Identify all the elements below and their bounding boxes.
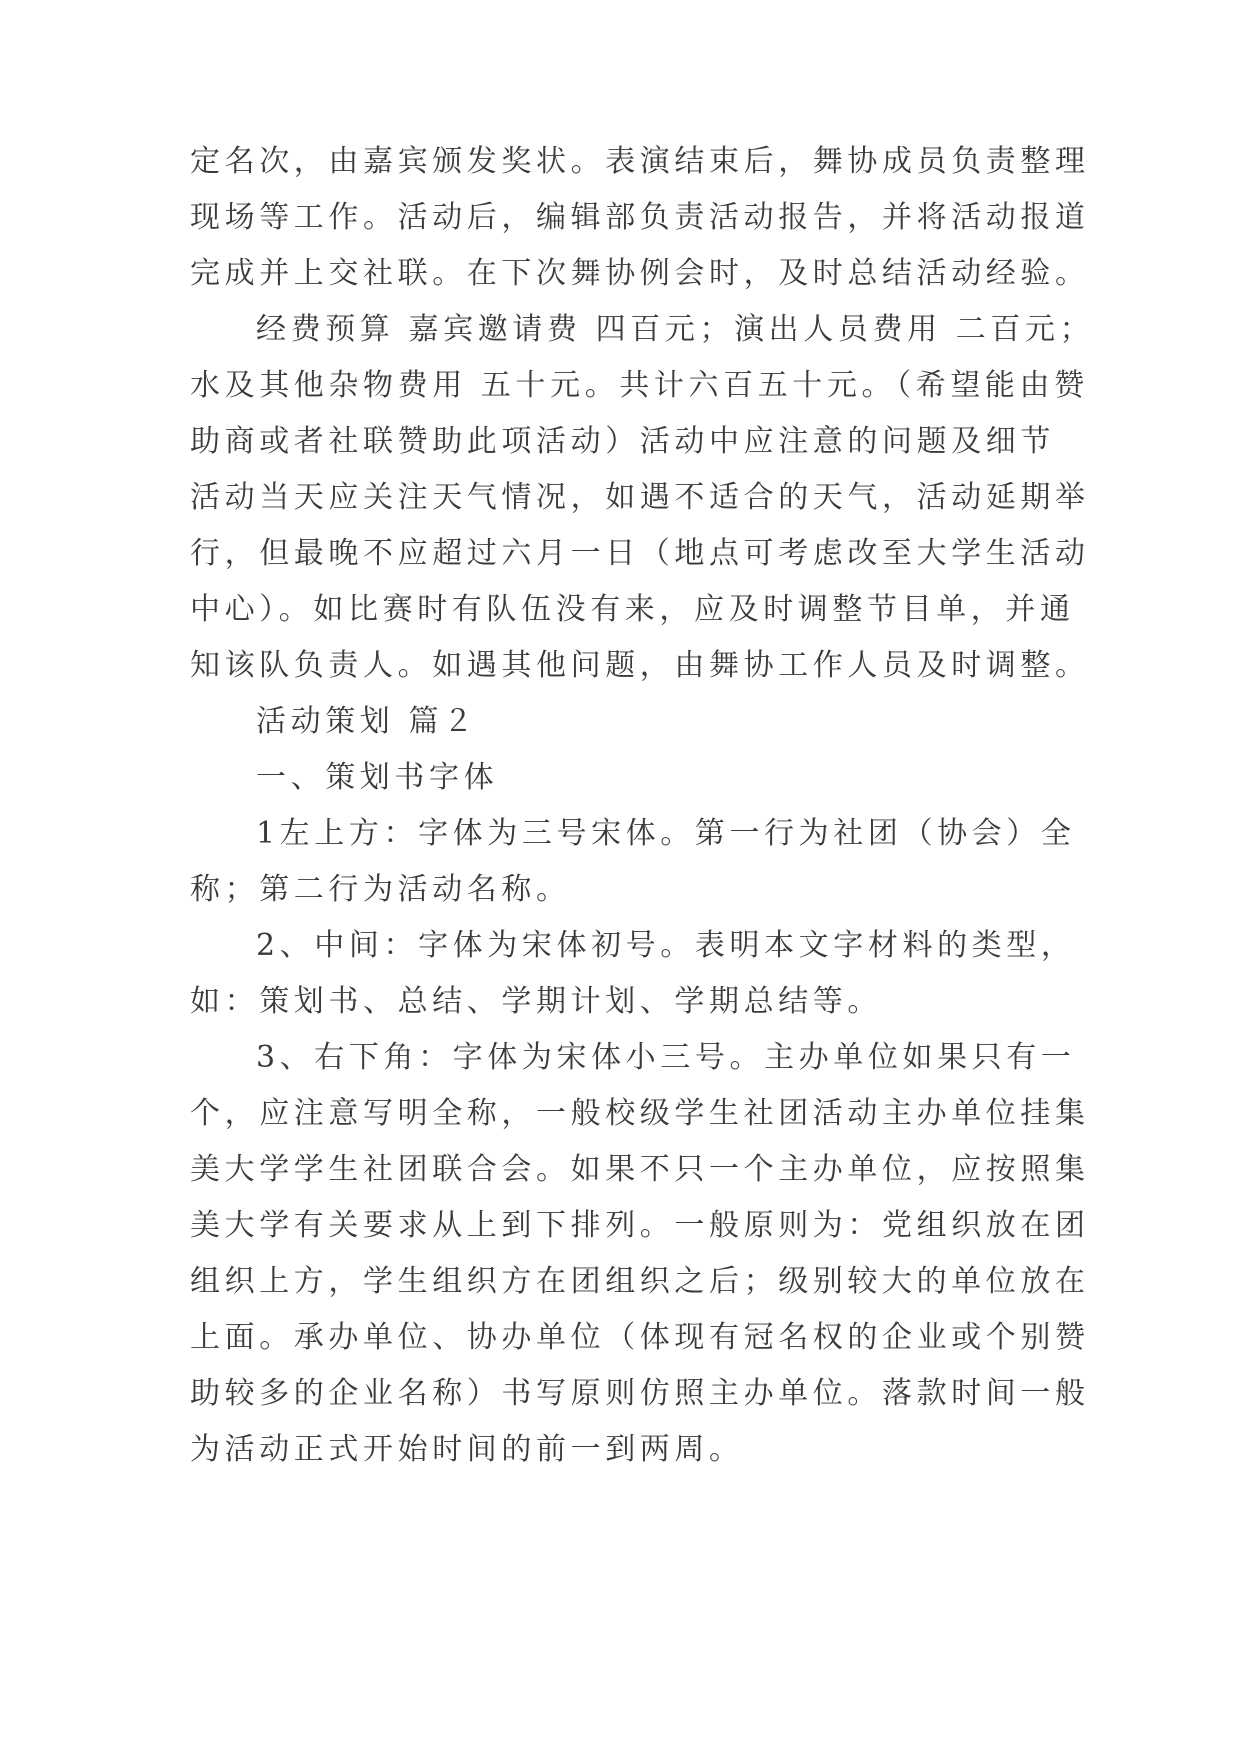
paragraph-budget: 经费预算 嘉宾邀请费 四百元；演出人员费用 二百元； (256, 312, 1095, 347)
text-line: 水及其他杂物费用 五十元。共计六百五十元。（希望能由赞 (190, 368, 1089, 403)
paragraph-item-1: 1左上方：字体为三号宋体。第一行为社团（协会）全 (256, 816, 1076, 851)
document-page (190, 0, 1095, 1754)
text-line: 如：策划书、总结、学期计划、学期总结等。 (190, 984, 882, 1019)
text-line: 定名次，由嘉宾颁发奖状。表演结束后，舞协成员负责整理 (190, 144, 1090, 179)
text-line: 现场等工作。活动后，编辑部负责活动报告，并将活动报道 (190, 200, 1090, 235)
text-line: 个，应注意写明全称，一般校级学生社团活动主办单位挂集 (190, 1096, 1090, 1131)
paragraph-item-2: 2、中间：字体为宋体初号。表明本文字材料的类型， (256, 928, 1076, 963)
text-line: 完成并上交社联。在下次舞协例会时，及时总结活动经验。 (190, 256, 1090, 291)
text-line: 组织上方，学生组织方在团组织之后；级别较大的单位放在 (190, 1264, 1090, 1299)
text-line: 美大学学生社团联合会。如果不只一个主办单位，应按照集 (190, 1152, 1090, 1187)
subsection-heading: 一、策划书字体 (256, 760, 499, 795)
text-line: 知该队负责人。如遇其他问题，由舞协工作人员及时调整。 (190, 648, 1090, 683)
text-line: 助商或者社联赞助此项活动）活动中应注意的问题及细节 (190, 424, 1055, 459)
text-line: 活动当天应关注天气情况，如遇不适合的天气，活动延期举 (190, 480, 1090, 515)
text-line: 称；第二行为活动名称。 (190, 872, 571, 907)
section-heading: 活动策划 篇２ (256, 704, 478, 739)
text-line: 上面。承办单位、协办单位（体现有冠名权的企业或个别赞 (190, 1320, 1090, 1355)
text-line: 行，但最晚不应超过六月一日（地点可考虑改至大学生活动 (190, 536, 1090, 571)
text-line: 中心）。如比赛时有队伍没有来，应及时调整节目单，并通 (190, 592, 1075, 627)
paragraph-item-3: 3、右下角：字体为宋体小三号。主办单位如果只有一 (256, 1040, 1076, 1075)
text-line: 助较多的企业名称）书写原则仿照主办单位。落款时间一般 (190, 1376, 1090, 1411)
text-line: 为活动正式开始时间的前一到两周。 (190, 1432, 744, 1467)
text-line: 美大学有关要求从上到下排列。一般原则为：党组织放在团 (190, 1208, 1090, 1243)
